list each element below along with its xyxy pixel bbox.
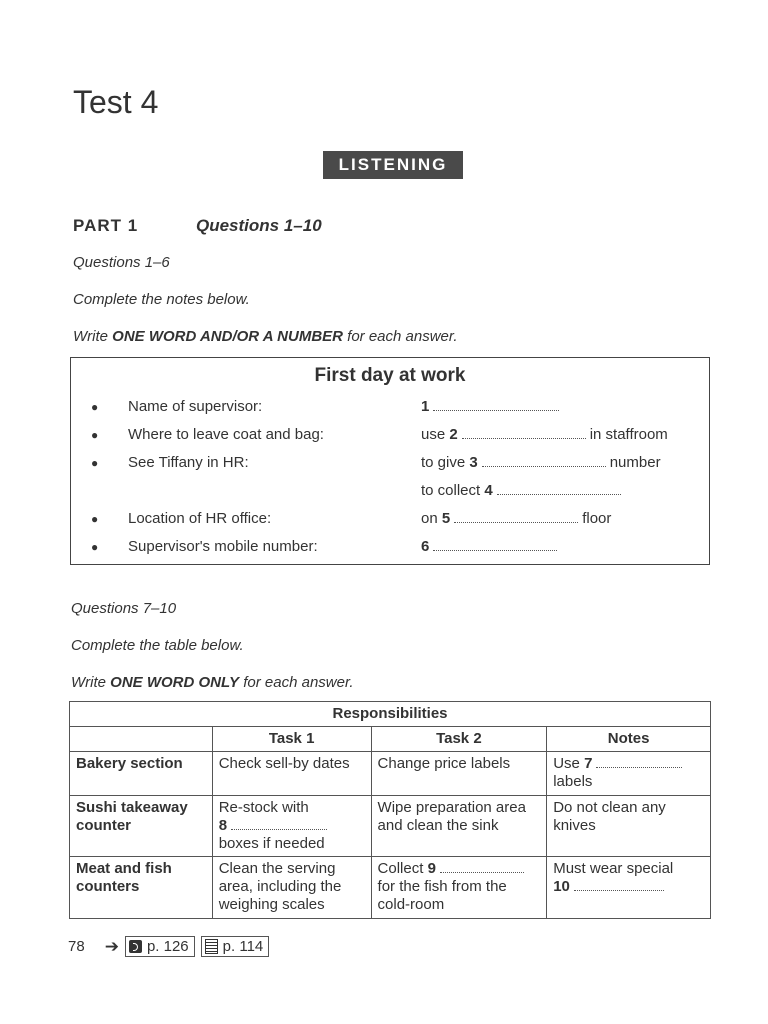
answer-blank-7[interactable] [596,755,682,768]
table-title-row [70,702,711,727]
answer-blank-8[interactable] [231,817,327,830]
table-header-row [70,727,711,752]
answer-blank-9[interactable] [440,860,524,873]
row-notes: Do not clean any knives [547,796,711,857]
answer-blank-3[interactable] [482,454,606,467]
bullet-icon: ● [91,428,99,442]
row-task1: Re-stock with 8 boxes if needed [212,796,371,857]
audio-script-ref[interactable]: p. 126 [125,936,195,957]
table-instruction: Complete the table below. [71,637,244,654]
row-notes: Must wear special 10 [547,857,711,919]
responsibilities-table [69,701,711,919]
answer-blank-2[interactable] [462,426,586,439]
answer-key-ref[interactable]: p. 114 [201,936,270,957]
table-row [70,857,711,919]
footer [68,936,269,957]
row-task2: Collect 9 for the fish from the cold-room [371,857,547,919]
table-word-limit: Write ONE WORD ONLY for each answer. [71,674,354,691]
audio-script-icon [129,940,142,953]
bullet-icon: ● [91,540,99,554]
answer-blank-1[interactable] [433,398,559,411]
bullet-icon: ● [91,512,99,526]
table-row [70,796,711,857]
answer-blank-4[interactable] [497,482,621,495]
notes-instruction: Complete the notes below. [73,291,250,308]
table-title: Responsibilities [70,702,711,727]
header-task2: Task 2 [371,727,547,752]
answer-blank-5[interactable] [454,510,578,523]
notes-title: First day at work [314,365,466,386]
row-section: Meat and fish counters [70,857,213,919]
answer-blank-10[interactable] [574,878,664,891]
page-title: Test 4 [73,84,159,120]
row-task1: Check sell-by dates [212,752,371,796]
bullet-icon: ● [91,456,99,470]
page-number: 78 [68,938,85,955]
bullet-icon: ● [91,400,99,414]
answer-key-icon [205,939,218,954]
row-task2: Wipe preparation area and clean the sink [371,796,547,857]
row-task1: Clean the serving area, including the weighing scales [212,857,371,919]
part-label: PART 1 [73,216,139,235]
notes-word-limit: Write ONE WORD AND/OR A NUMBER for each answer. [73,328,458,345]
answer-blank-6[interactable] [433,538,557,551]
part-questions: Questions 1–10 [196,216,322,235]
questions-1-6-heading: Questions 1–6 [73,254,170,271]
arrow-icon: ➔ [104,936,119,956]
header-notes: Notes [547,727,711,752]
header-task1: Task 1 [212,727,371,752]
table-row [70,752,711,796]
questions-7-10-heading: Questions 7–10 [71,600,177,617]
row-notes: Use 7 labels [547,752,711,796]
row-section: Sushi takeaway counter [70,796,213,857]
section-badge: LISTENING [323,151,463,179]
row-section: Bakery section [70,752,213,796]
header-empty [70,727,213,752]
notes-box: First day at work ● Name of supervisor: 1 ● Where to leave coat and bag: use 2 in staffroom ● See Tiffany in HR: to give 3 number to collect 4 ● Location of HR office: on 5 floor ● Supervisor's mobile number: 6 [70,357,710,565]
row-task2: Change price labels [371,752,547,796]
